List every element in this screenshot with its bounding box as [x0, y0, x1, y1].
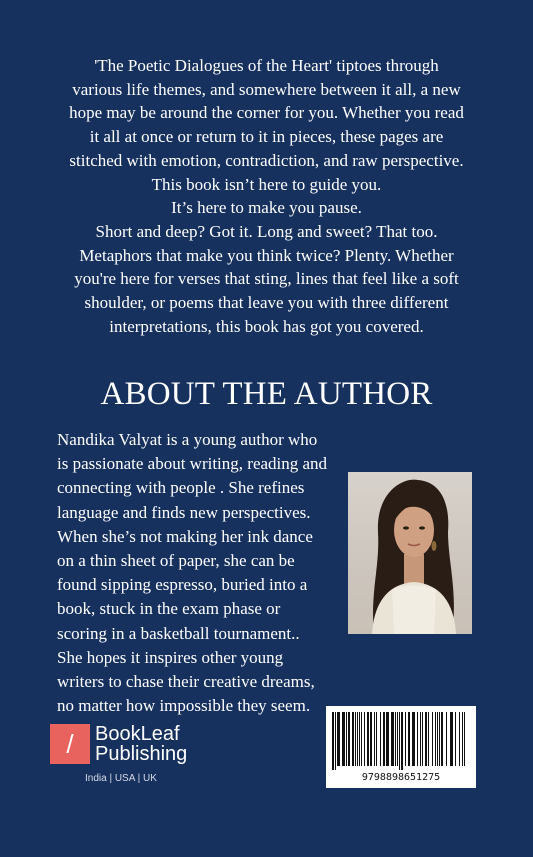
bio-line: scoring in a basketball tournament..: [57, 623, 300, 643]
barcode-bar: [420, 712, 421, 766]
isbn-number: 9798898651275: [361, 772, 441, 783]
barcode-bar: [380, 712, 381, 766]
blurb-line: it all at once or return to it in pieces, these pages are: [89, 127, 444, 147]
barcode-bar: [357, 712, 358, 766]
logo-mark-glyph: /: [66, 729, 74, 759]
bio-line: book, stuck in the exam phase or: [57, 599, 281, 619]
barcode-bar: [412, 712, 415, 766]
barcode-bar: [342, 712, 345, 766]
bio-line: When she’s not making her ink dance: [57, 526, 313, 546]
author-bio: [57, 428, 347, 718]
barcode-bar: [399, 712, 400, 770]
barcode-bar: [386, 712, 389, 766]
barcode-bar: [355, 712, 356, 766]
barcode-bar: [361, 712, 362, 766]
leaf-logo-icon: [50, 724, 90, 764]
barcode-bar: [395, 712, 396, 766]
bio-line: is passionate about writing, reading and: [57, 454, 328, 474]
barcode-bar: [417, 712, 418, 766]
bio-line: found sipping espresso, buried into a: [57, 575, 308, 595]
barcode-bar: [376, 712, 377, 766]
blurb-line: 'The Poetic Dialogues of the Heart' tiptoes through: [94, 56, 439, 75]
barcode-bar: [383, 712, 385, 766]
blurb-line: interpretations, this book has got you covered.: [109, 316, 424, 336]
barcode-bar: [364, 712, 365, 766]
barcode-bar: [397, 712, 398, 766]
barcode-bar: [405, 712, 406, 766]
barcode-bar: [370, 712, 372, 766]
barcode-bar: [374, 712, 375, 766]
publisher-name-line2: Publishing: [95, 743, 188, 765]
barcode-bar: [352, 712, 354, 766]
blurb-line: Short and deep? Got it. Long and sweet? That too.: [95, 221, 438, 241]
bio-line: no matter how impossible they seem.: [57, 696, 311, 716]
blurb-line: stitched with emotion, contradiction, and raw perspective.: [69, 150, 464, 170]
bio-line: language and finds new perspectives.: [57, 502, 311, 522]
barcode-bar: [348, 712, 350, 766]
book-blurb: [40, 54, 493, 338]
barcode-bar: [428, 712, 429, 766]
isbn-barcode: [326, 706, 476, 788]
blurb-line: you're here for verses that sting, lines that feel like a soft: [74, 269, 459, 289]
blurb-line: various life themes, and somewhere between it all, a new: [72, 79, 461, 99]
barcode-bar: [332, 712, 334, 770]
barcode-bar: [337, 712, 340, 766]
blurb-line: hope may be around the corner for you. Whether you read: [69, 103, 464, 123]
blurb-line: Metaphors that make you think twice? Plenty. Whether: [79, 245, 454, 265]
barcode-bar: [455, 712, 456, 766]
barcode-bar: [446, 712, 447, 766]
blurb-line: It’s here to make you pause.: [171, 198, 362, 218]
barcode-bar: [464, 712, 465, 766]
bio-line: connecting with people . She refines: [57, 478, 305, 498]
publisher-logo: [50, 724, 250, 794]
barcode-bar: [425, 712, 427, 766]
barcode-bar: [335, 712, 336, 770]
barcode-bar: [346, 712, 347, 766]
barcode-bar: [450, 712, 453, 766]
barcode-bar: [437, 712, 438, 766]
barcode-bar: [435, 712, 436, 766]
barcode-bars: [332, 712, 470, 770]
bio-line: Nandika Valyat is a young author who: [57, 430, 318, 449]
bio-line: on a thin sheet of paper, she can be: [57, 551, 295, 571]
barcode-bar: [359, 712, 360, 766]
publisher-regions: India | USA | UK: [85, 773, 157, 784]
publisher-name-line1: BookLeaf: [95, 723, 180, 745]
bio-line: writers to chase their creative dreams,: [57, 672, 315, 692]
barcode-bar: [422, 712, 423, 766]
blurb-line: This book isn’t here to guide you.: [151, 174, 382, 194]
barcode-bar: [401, 712, 403, 770]
author-photo: [348, 472, 472, 634]
barcode-bar: [441, 712, 443, 766]
bio-line: She hopes it inspires other young: [57, 647, 284, 667]
barcode-bar: [391, 712, 394, 766]
barcode-bar: [367, 712, 369, 766]
blurb-line: shoulder, or poems that leave you with three different: [84, 293, 449, 313]
barcode-bar: [459, 712, 460, 766]
barcode-bar: [408, 712, 410, 766]
about-author-heading: ABOUT THE AUTHOR: [100, 376, 433, 412]
barcode-bar: [439, 712, 440, 766]
barcode-bar: [432, 712, 433, 766]
barcode-bar: [462, 712, 463, 766]
